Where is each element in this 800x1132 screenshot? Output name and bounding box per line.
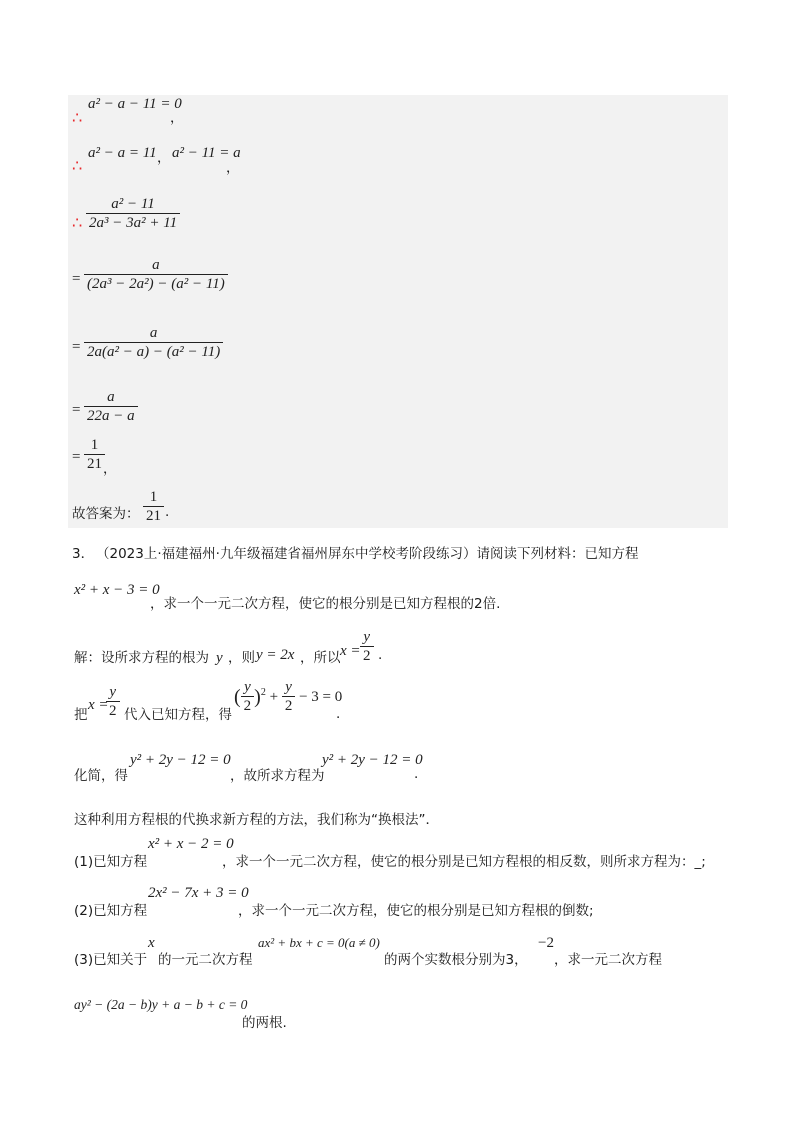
simplify-label: 化简，得 [74,768,128,784]
answer-fraction: $\frac{1}{21}$ [143,489,164,526]
fraction-1: $\frac{\text{a² − 11}}{\text{2a³ − 3a² + 11}}$ [86,196,180,233]
period: . [336,706,341,722]
fraction-5: $\frac{1}{21}$ [84,437,105,474]
so-text: ，所以 [300,650,341,666]
equation-line2b: a² − 11 = a [172,145,241,161]
fraction-3: $\frac{a}{\text{2a(a² − a) − (a² − 11)}}$ [84,325,223,362]
comma: ， [170,110,184,126]
fraction-2: $\frac{a}{\text{(2a³ − 2a²) − (a² − 11)}}$ [84,257,228,294]
frac-y-over-2: $\frac{y}{2}$ [360,629,374,666]
question-1-equation: x² + x − 2 = 0 [148,836,234,852]
question-3-equation-2: ay² − (2a − b)y + a − b + c = 0 [74,997,248,1012]
equals-sign: = [72,449,81,465]
question-3-tail: ，求一元二次方程 [554,952,662,968]
question-3-mid: 的一元二次方程 [158,952,253,968]
period: . [414,766,419,782]
question-2-text: ，求一个一元二次方程，使它的根分别是已知方程根的倒数; [238,903,594,919]
question-2-label: (2)已知方程 [74,903,148,919]
equals-sign: = [72,339,81,355]
then-text: ，则 [228,650,255,666]
root-neg2: −2 [538,935,554,951]
equals-sign: = [72,402,81,418]
therefore-symbol: ∴ [72,108,83,127]
period: . [378,647,383,663]
x-equals: x = [340,643,361,659]
given-text: ，求一个一元二次方程，使它的根分别是已知方程根的2倍. [150,596,501,612]
comma: ， [226,160,240,176]
separator: ， [157,150,171,166]
question-3-end: 的两根. [242,1015,287,1031]
substitute-text: 代入已知方程，得 [124,707,232,723]
fraction-4: $\frac{a}{22a - a}$ [84,389,138,426]
var-x: x [148,935,155,951]
equation-line1: a² − a − 11 = 0 [88,96,182,112]
x-equals: x = [88,697,109,713]
given-equation: x² + x − 3 = 0 [74,582,160,598]
question-3-roots: 的两个实数根分别为3， [384,952,528,968]
comma: ， [103,461,117,477]
problem-number: 3． [72,546,95,562]
solution-intro: 解：设所求方程的根为 [74,650,209,666]
question-2-equation: 2x² − 7x + 3 = 0 [148,885,249,901]
question-1-label: (1)已知方程 [74,854,148,870]
simplified-equation: y² + 2y − 12 = 0 [130,752,231,768]
answer-period: . [165,504,170,520]
equation-line2a: a² − a = 11 [88,145,157,161]
equals-sign: = [72,271,81,287]
question-3-label: (3)已知关于 [74,952,148,968]
therefore-symbol: ∴ [72,213,83,232]
therefore-symbol: ∴ [72,156,83,175]
problem-source: （2023上·福建福州·九年级福建省福州屏东中学校考阶段练习）请阅读下列材料：已知方程 [96,546,639,562]
var-y: y [216,650,223,666]
answer-label: 故答案为： [72,506,140,522]
question-1-text: ，求一个一元二次方程，使它的根分别是已知方程根的相反数，则所求方程为：_; [222,854,706,870]
question-3-equation: ax² + bx + c = 0(a ≠ 0) [258,935,380,950]
substituted-equation: ( $\frac{y}{2}$ )$^2$ + $\frac{y}{2}$ − 3 = 0 [234,679,343,714]
simplify-mid: ，故所求方程为 [230,768,325,784]
method-text: 这种利用方程根的代换求新方程的方法，我们称为“换根法”． [74,812,439,828]
y-equals-2x: y = 2x [256,647,295,663]
substitute-label: 把 [74,707,88,723]
frac-y-over-2: $\frac{y}{2}$ [106,684,120,721]
result-equation: y² + 2y − 12 = 0 [322,752,423,768]
